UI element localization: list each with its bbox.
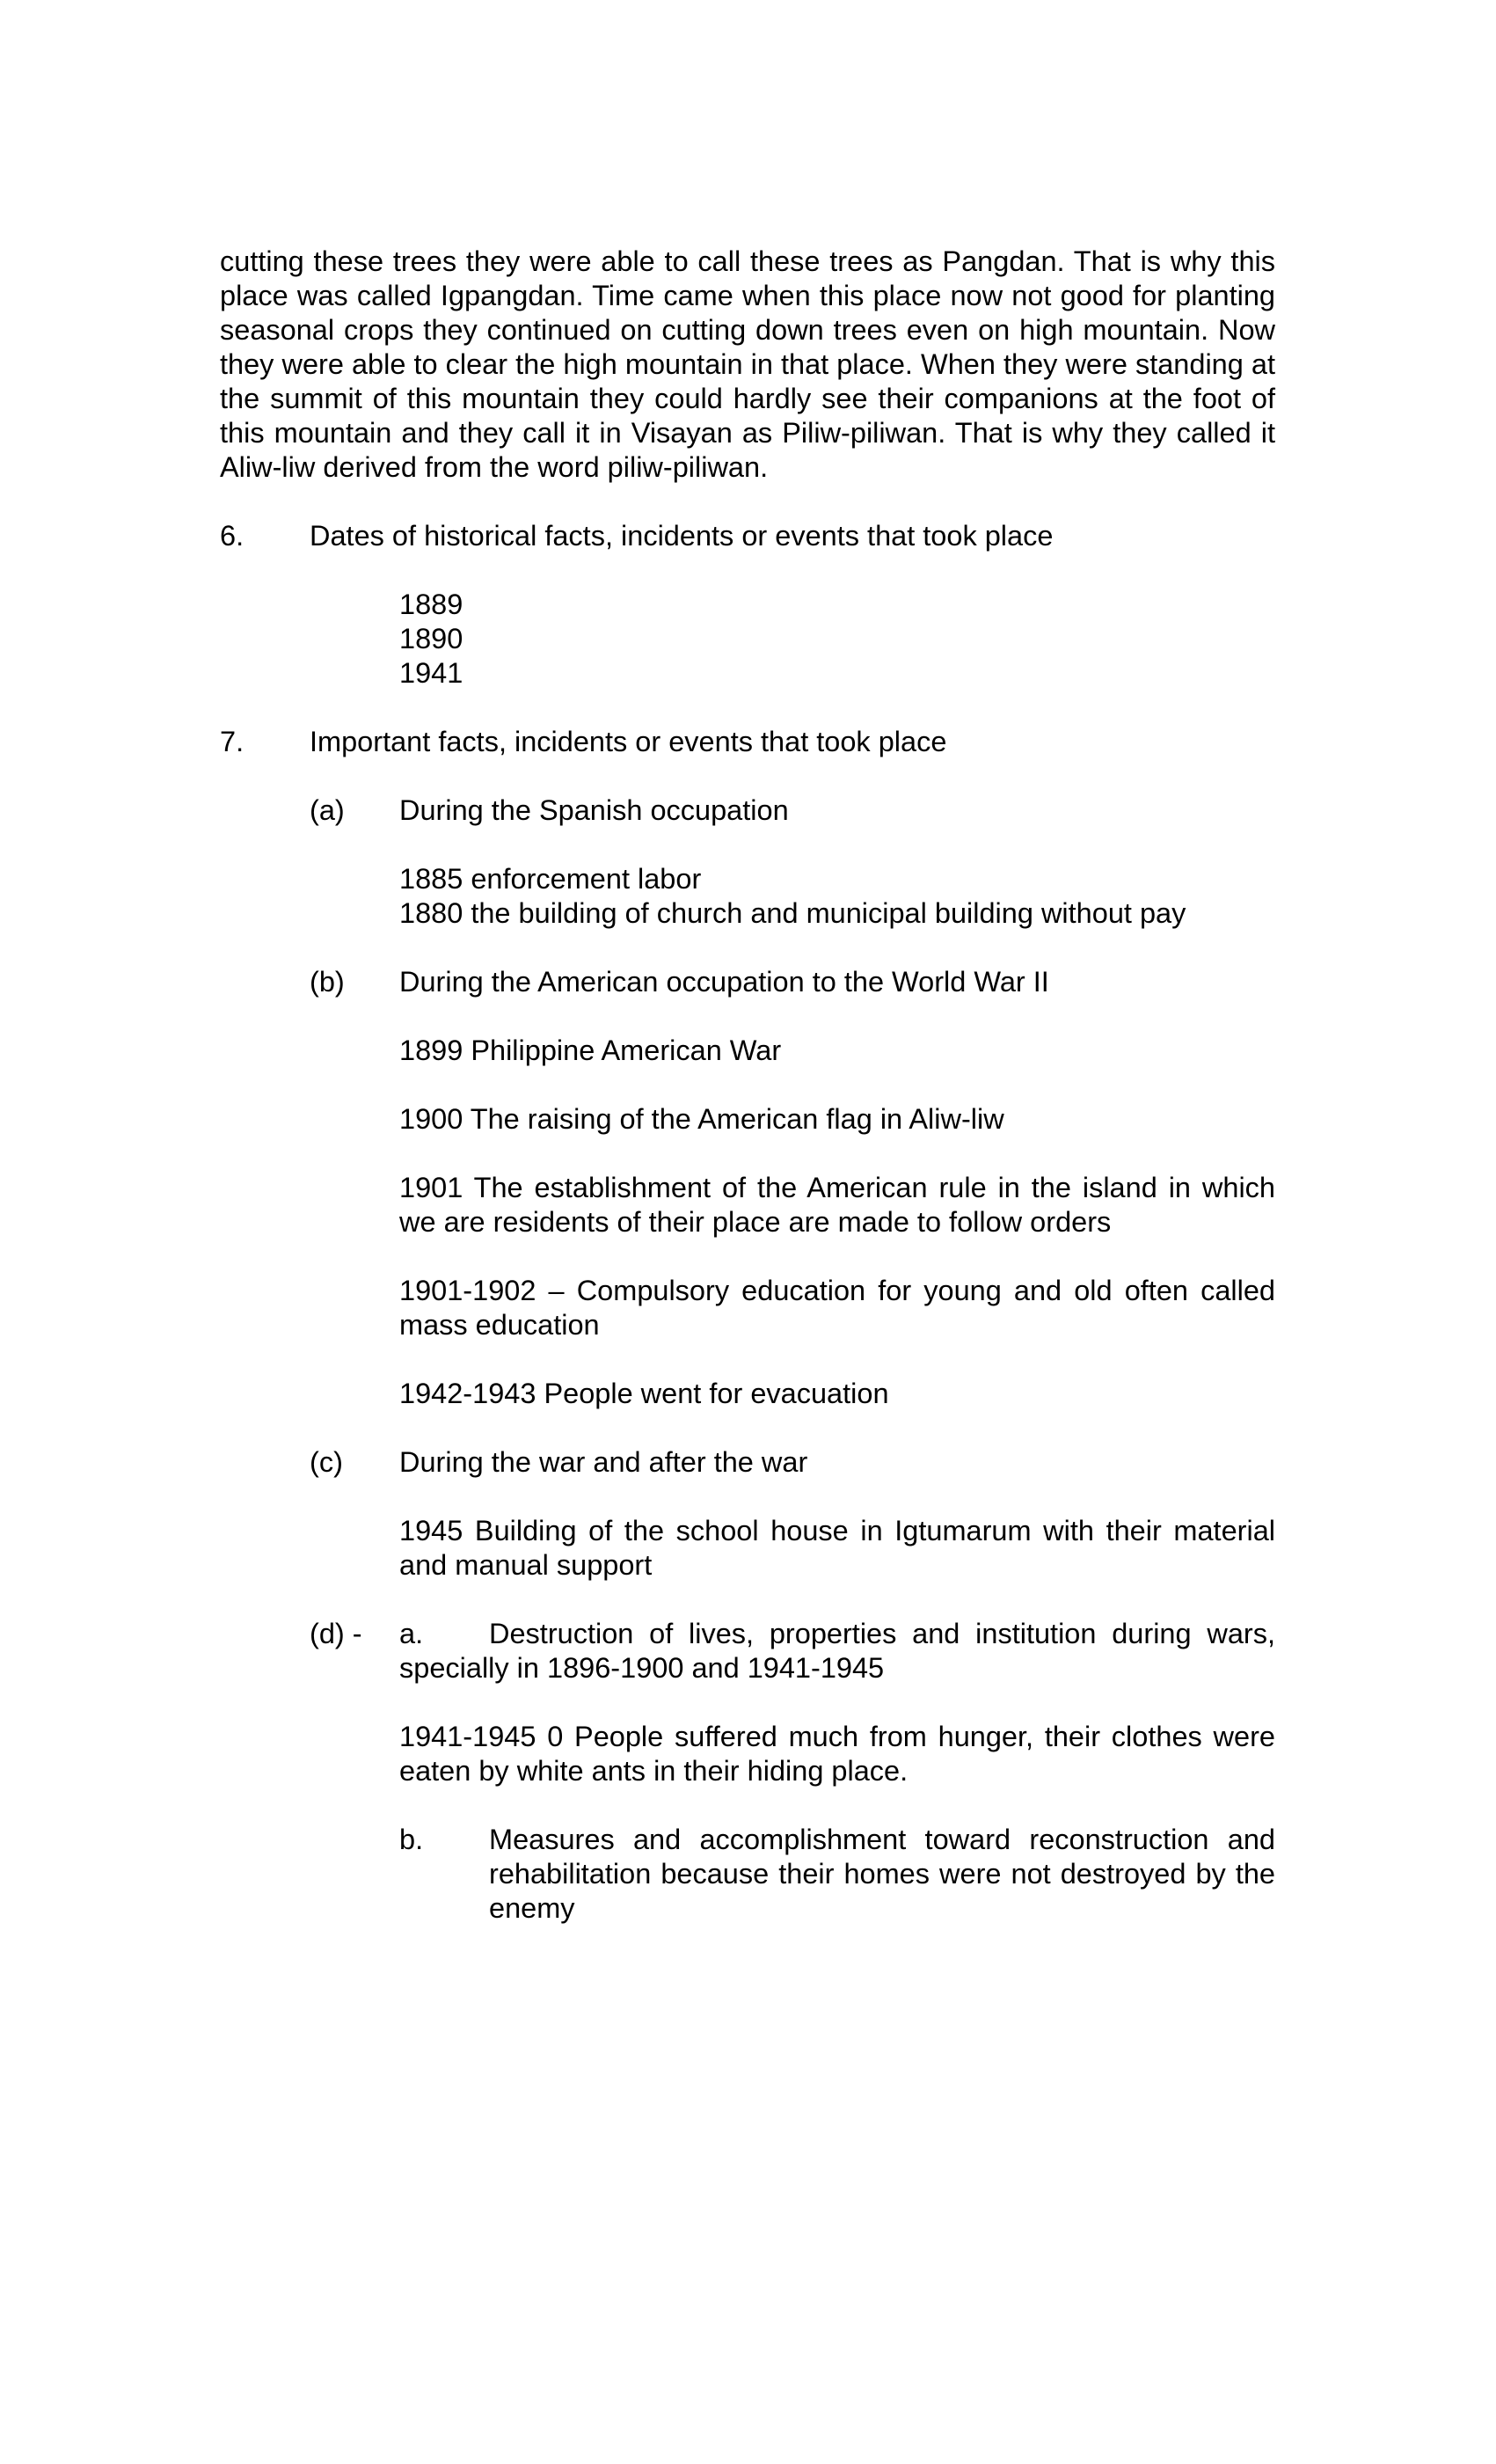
item-b-text: Measures and accomplishment toward reconstruction and rehabilitation because their homes were not destroyed by the enemy <box>489 1824 1275 1924</box>
section-7-heading: Important facts, incidents or events that took place <box>310 726 947 757</box>
section-6-dates <box>310 588 1275 691</box>
subsection-a-lines <box>399 862 1275 931</box>
event-line: 1885 enforcement labor <box>399 863 702 895</box>
subsection-c-label: (c) <box>310 1446 343 1478</box>
subsection-a <box>310 793 1275 931</box>
event-entry: 1901-1902 – Compulsory education for young and old often called mass education <box>399 1275 1275 1341</box>
section-6-number: 6. <box>220 520 244 552</box>
subsection-b-heading: During the American occupation to the World War II <box>399 966 1049 998</box>
intro-paragraph: cutting these trees they were able to call these trees as Pangdan. That is why this place was called Igpangdan. Time came when this place now not good for planting seasonal crops they continued on cutting down trees even on high mountain. Now they were able to clear the high mountain in that place. When they were standing at the summit of this mountain they could hardly see their companions at the foot of this mountain and they call it in Visayan as Piliw-piliwan. That is why they called it Aliw-liw derived from the word piliw-piliwan. <box>220 245 1275 483</box>
event-entry: 1942-1943 People went for evacuation <box>399 1378 889 1409</box>
section-6-heading: Dates of historical facts, incidents or events that took place <box>310 520 1054 552</box>
section-7-number: 7. <box>220 726 244 757</box>
subsection-b-label: (b) <box>310 966 345 998</box>
event-entry: 1899 Philippine American War <box>399 1035 782 1066</box>
subsection-d-item-b <box>399 1823 1275 1926</box>
event-entry: 1945 Building of the school house in Igtumarum with their material and manual support <box>399 1515 1275 1581</box>
item-a-text: Destruction of lives, properties and institution during wars, specially in 1896-1900 and 1941-1945 <box>399 1618 1275 1684</box>
event-entry: 1901 The establishment of the American rule in the island in which we are residents of their place are made to follow orders <box>399 1172 1275 1238</box>
subsection-a-heading: During the Spanish occupation <box>399 794 789 826</box>
subsection-a-label: (a) <box>310 794 345 826</box>
date-item: 1889 <box>399 589 463 620</box>
event-line: 1880 the building of church and municipal building without pay <box>399 897 1186 929</box>
subsection-d-label: (d) - <box>310 1618 362 1649</box>
item-b-label: b. <box>399 1824 424 1855</box>
item-a-label: a. <box>399 1618 424 1649</box>
event-entry: 1900 The raising of the American flag in Aliw-liw <box>399 1103 1004 1135</box>
document-page <box>220 245 1275 1926</box>
subsection-c-heading: During the war and after the war <box>399 1446 808 1478</box>
subsection-c <box>310 1445 1275 1583</box>
subsection-d-item-a <box>399 1617 1275 1685</box>
date-item: 1941 <box>399 657 463 689</box>
section-6 <box>220 519 1275 691</box>
date-item: 1890 <box>399 623 463 654</box>
section-7 <box>220 725 1275 1926</box>
subsection-b <box>310 965 1275 1411</box>
subsection-d <box>310 1617 1275 1926</box>
subsection-d-item-a-followup: 1941-1945 0 People suffered much from hunger, their clothes were eaten by white ants in their hiding place. <box>399 1721 1275 1787</box>
